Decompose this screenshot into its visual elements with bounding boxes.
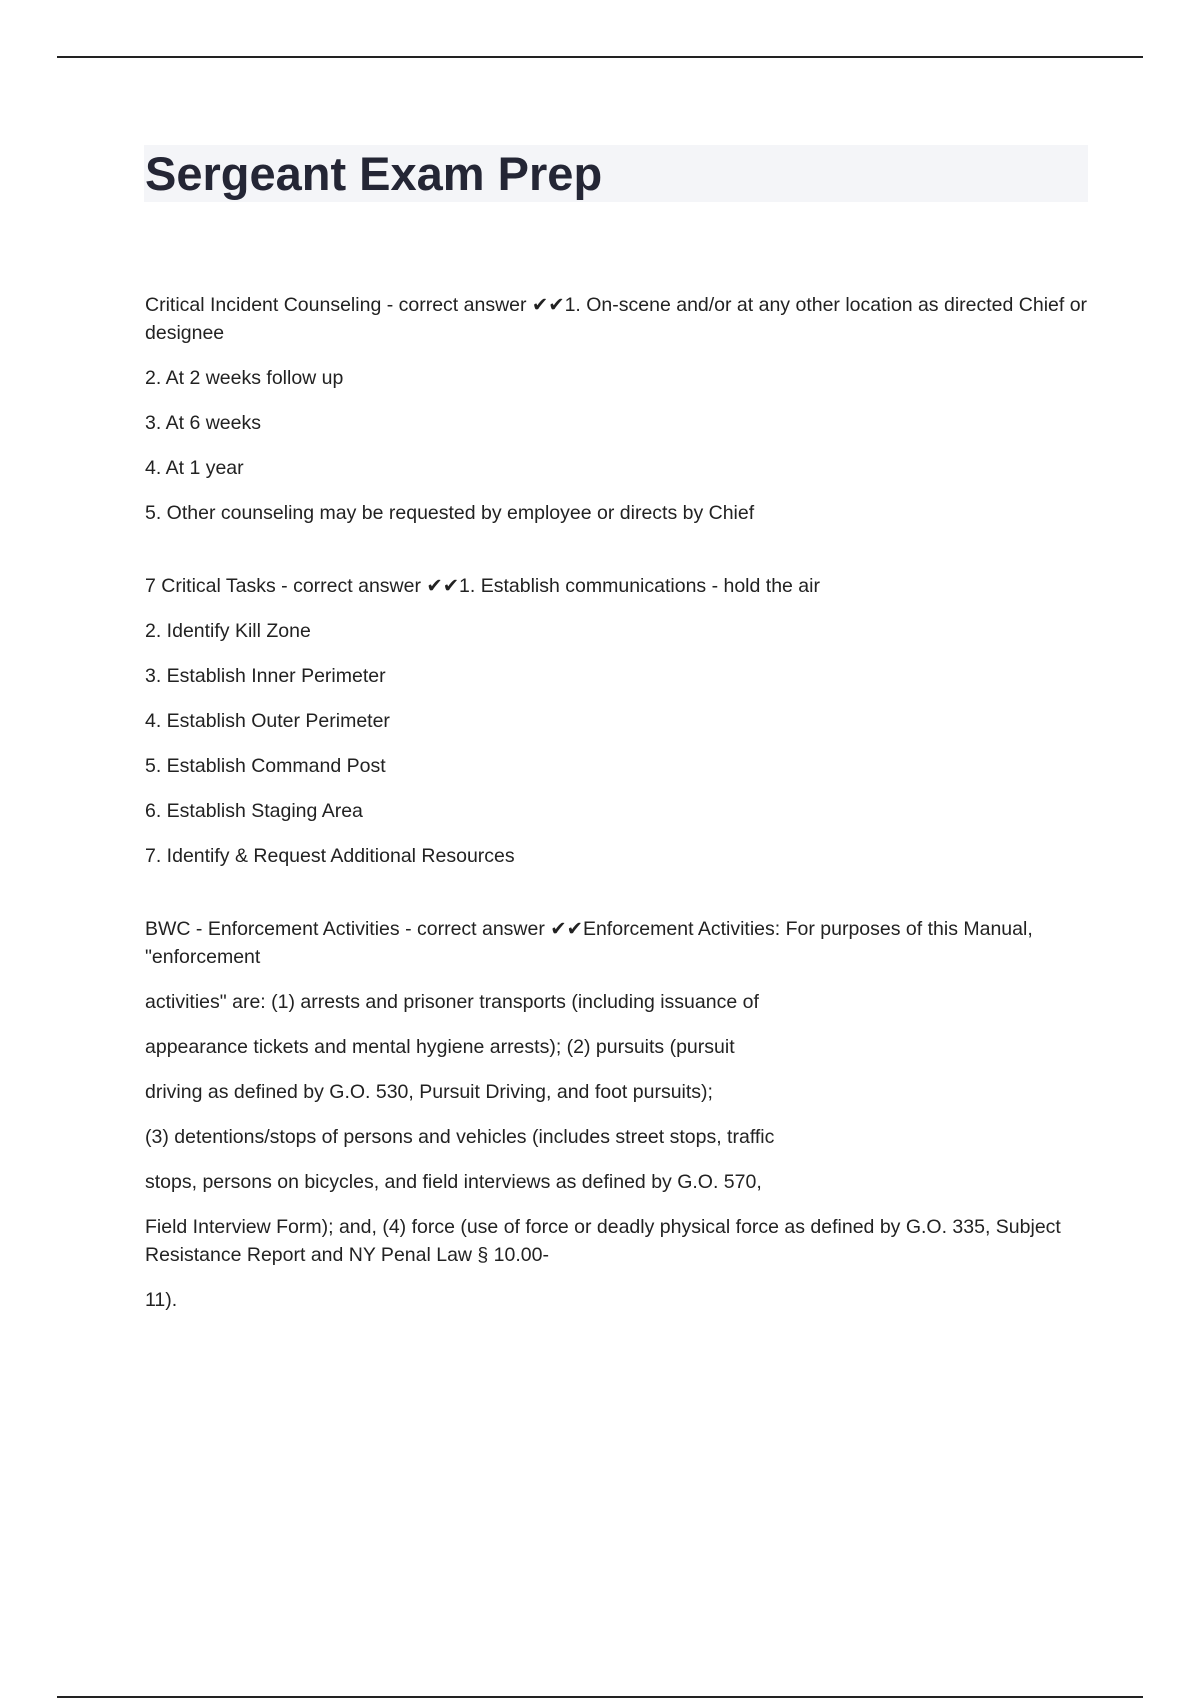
answer-line: 4. At 1 year bbox=[145, 457, 244, 479]
header-divider bbox=[57, 56, 1143, 58]
answer-line: (3) detentions/stops of persons and vehicles (includes street stops, traffic bbox=[145, 1126, 775, 1148]
answer-line: 11). bbox=[145, 1289, 178, 1311]
footer-divider bbox=[57, 1696, 1143, 1698]
section-bwc-enforcement-activities bbox=[145, 915, 1095, 1314]
question-line: BWC - Enforcement Activities - correct answer ✔✔Enforcement Activities: For purposes of this Manual, "enforcement bbox=[145, 918, 1033, 968]
answer-line: 4. Establish Outer Perimeter bbox=[145, 710, 390, 732]
answer-line: 7. Identify & Request Additional Resources bbox=[145, 845, 515, 867]
section-critical-tasks bbox=[145, 572, 1095, 870]
answer-line: 3. Establish Inner Perimeter bbox=[145, 665, 386, 687]
answer-line: appearance tickets and mental hygiene arrests); (2) pursuits (pursuit bbox=[145, 1036, 735, 1058]
section-critical-incident-counseling bbox=[145, 291, 1095, 527]
question-line: 7 Critical Tasks - correct answer ✔✔1. Establish communications - hold the air bbox=[145, 575, 820, 597]
answer-line: 2. Identify Kill Zone bbox=[145, 620, 311, 642]
answer-line: Field Interview Form); and, (4) force (use of force or deadly physical force as defined by G.O. 335, Subject Resistance Report and NY Penal Law § 10.00- bbox=[145, 1216, 1061, 1266]
answer-line: 2. At 2 weeks follow up bbox=[145, 367, 344, 389]
page-title: Sergeant Exam Prep bbox=[145, 147, 603, 200]
answer-line: activities" are: (1) arrests and prisoner transports (including issuance of bbox=[145, 991, 759, 1013]
answer-line: stops, persons on bicycles, and field interviews as defined by G.O. 570, bbox=[145, 1171, 762, 1193]
answer-line: 5. Establish Command Post bbox=[145, 755, 386, 777]
document-body bbox=[145, 291, 1095, 1314]
answer-line: 3. At 6 weeks bbox=[145, 412, 261, 434]
answer-line: 6. Establish Staging Area bbox=[145, 800, 363, 822]
question-line: Critical Incident Counseling - correct answer ✔✔1. On-scene and/or at any other location as directed Chief or designee bbox=[145, 294, 1088, 344]
answer-line: 5. Other counseling may be requested by employee or directs by Chief bbox=[145, 502, 755, 524]
answer-line: driving as defined by G.O. 530, Pursuit Driving, and foot pursuits); bbox=[145, 1081, 713, 1103]
